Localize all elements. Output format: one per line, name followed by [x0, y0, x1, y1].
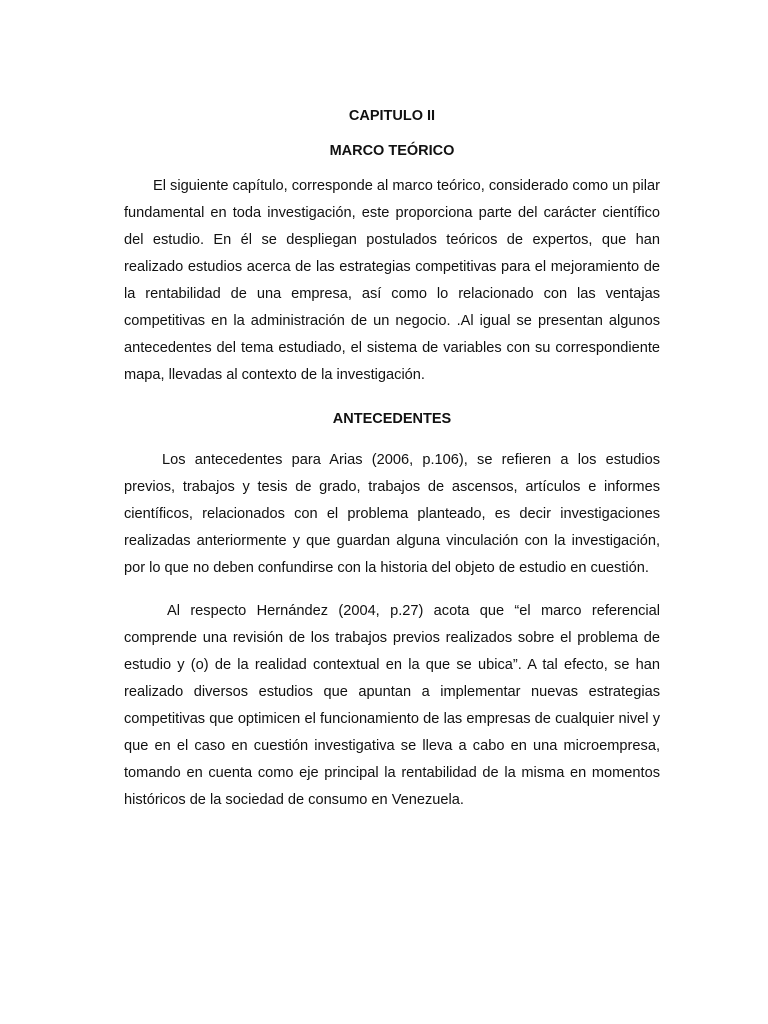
antecedentes-paragraph: Los antecedentes para Arias (2006, p.106), se refieren a los estudios previos, trabajos y tesis de grado, trabajos de ascensos, artículos e informes científicos, relacionados con el problema planteado, es decir investigaciones realizadas anteriormente y que guardan alguna vinculación con la investigación, por lo que no deben confundirse con la historia del objeto de estudio en cuestión. — [124, 452, 660, 576]
section-title: MARCO TEÓRICO — [329, 143, 455, 159]
hernandez-paragraph: Al respecto Hernández (2004, p.27) acota que “el marco referencial comprende una revisión de los trabajos previos realizados sobre el problema de estudio y (o) de la realidad contextual en la que se ubica”. A tal efecto, se han realizado diversos estudios que apuntan a implementar nuevas estrategias competitivas que optimicen el funcionamiento de las empresas de cualquier nivel y que en el caso en cuestión investigativa se lleva a cabo en una microempresa, tomando en cuenta como eje principal la rentabilidad de la misma en momentos históricos de la sociedad de consumo en Venezuela. — [124, 603, 660, 808]
intro-paragraph: El siguiente capítulo, corresponde al marco teórico, considerado como un pilar fundamental en toda investigación, este proporciona parte del carácter científico del estudio. En él se despliegan postulados teóricos de expertos, que han realizado estudios acerca de las estrategias competitivas para el mejoramiento de la rentabilidad de una empresa, así como lo relacionado con las ventajas competitivas en la administración de un negocio. .Al igual se presentan algunos antecedentes del tema estudiado, el sistema de variables con su correspondiente mapa, llevadas al contexto de la investigación. — [124, 178, 661, 383]
chapter-title: CAPITULO II — [348, 108, 436, 124]
document-page — [124, 106, 660, 814]
subsection-title: ANTECEDENTES — [332, 411, 452, 427]
